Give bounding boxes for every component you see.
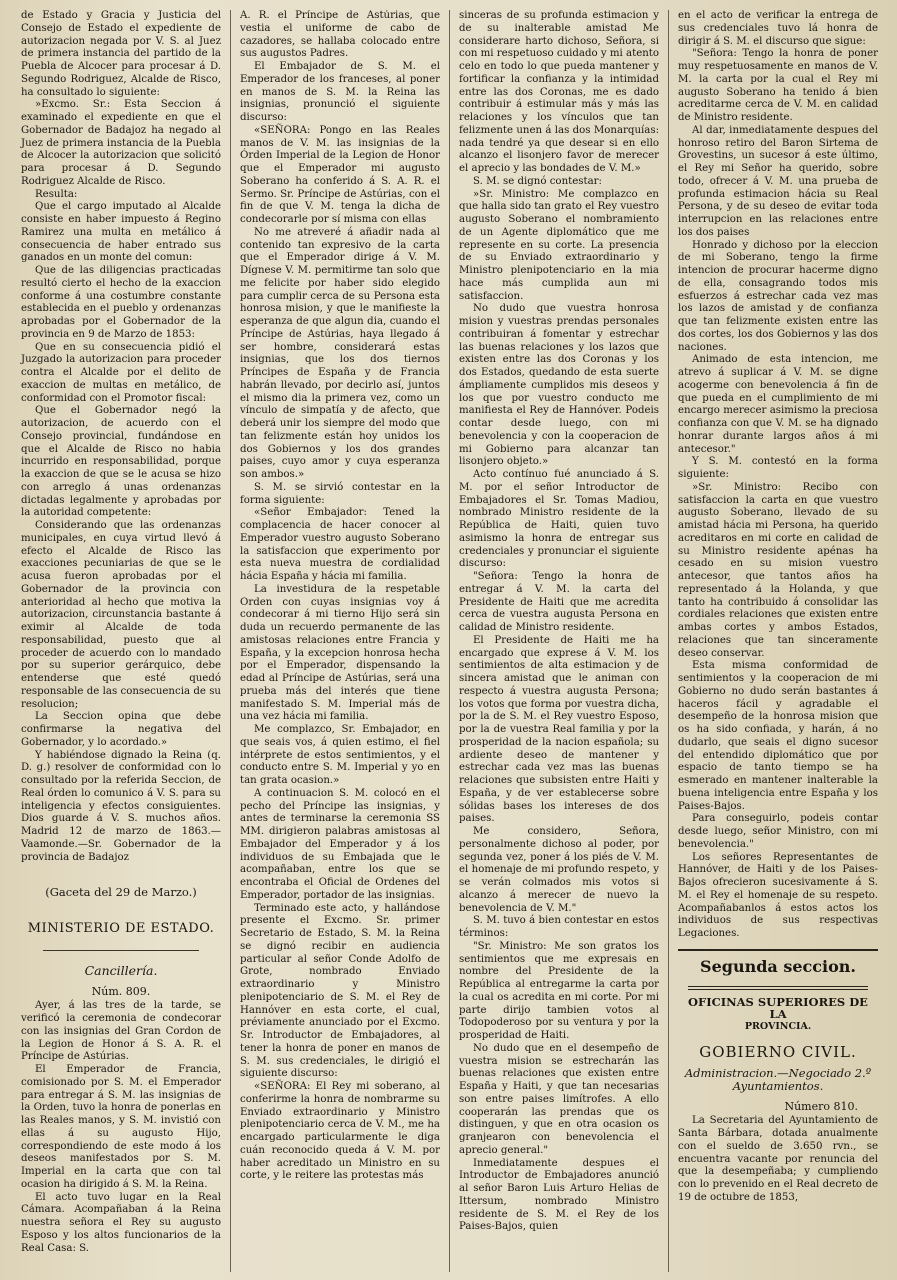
paragraph: S. M. se dignó contestar: [473,175,602,187]
column-4-body-2 [678,1115,878,1204]
paragraph: Los señores Representantes de Hannóver, de Haiti y de los Paises-Bajos ofrecieron sucesivamente á S. M. el Rey el homenaje de su respeto. Acompañabanlos á estos actos los individuos de sus respectivas Legaciones. [678,851,878,939]
paragraph: Y habiéndose dignado la Reina (q. D. g.) resolver de conformidad con lo consultado por la referida Seccion, de Real órden lo comunico á V. S. para su inteligencia y efectos consiguientes. Dios guarde á V. S. muchos años. Madrid 12 de marzo de 1863.—Vaamonde.—Sr. Gobernador de la provincia de Badajoz [21,749,221,863]
paragraph: en el acto de verificar la entrega de sus credenciales tuvo lá honra de dirigir á S. M. el discurso que sigue: [678,10,878,47]
divider-rule [43,950,199,951]
paragraph: «SEÑORA: Pongo en las Reales manos de V. M. las insignias de la Órden Imperial de la Legion de Honor que el Emperador mi augusto Soberano ha conferido á S. A. R. el Sermo. Sr. Príncipe de Astúrias, con el fin de que V. M. tenga la dicha de condecorarle por sí misma con ellas [240,124,440,225]
paragraph: La investidura de la respetable Orden con cuyas insignias voy á condecorar á mi tierno Hijo será sin duda un recuerdo permanente de las amistosas relaciones entre Francia y España, y la excepcion honrosa hecha por el Emperador, dispensando la edad al Príncipe de Astúrias, será una prueba más del interés que tiene manifestado S. M. Imperial más de una vez hácia mi familia. [240,583,440,723]
paragraph: La Secretaria del Ayuntamiento de Santa Bárbara, dotada anualmente con el sueldo de 3.650 rvn., se encuentra vacante por renuncia del que la desempeñaba; y cumpliendo con lo prevenido en el Real decreto de 19 de octubre de 1853, [678,1115,878,1203]
paragraph: S. M. tuvo á bien contestar en estos términos: [459,915,659,939]
paragraph: S. M. se sirvió contestar en la forma siguiente: [240,481,440,506]
paragraph: Que en su consecuencia pidió el Juzgado la autorizacion para proceder contra el Alcalde por el delito de exaccion de multas en metálico, de conformidad con el Promotor fiscal: [21,341,221,404]
paragraph: «Señor Embajador: Tened la complacencia de hacer conocer al Emperador vuestro augusto Soberano la satisfaccion que experimento por esta nueva muestra de cordialidad hácia España y hácia mi familia. [240,507,440,582]
ministerio-heading: MINISTERIO DE ESTADO. [27,921,215,936]
paragraph: Terminado este acto, y hallándose presente el Excmo. Sr. primer Secretario de Estado, S. M. la Reina se dignó recibir en audiencia particular al señor Conde Adolfo de Grote, nombrado Enviado extraordinario y Ministro plenipotenciario de S. M. el Rey de Hannóver en esta corte, el cual, préviamente anunciado por el Excmo. Sr. Introductor de Embajadores, al tener la honra de poner en manos de S. M. sus credenciales, le dirigió el siguiente discurso: [240,902,440,1080]
paragraph: »Sr. Ministro: Recibo con satisfaccion la carta en que vuestro augusto Soberano, llevado de su amistad hácia mi Persona, ha querido acreditaros en mi corte en calidad de su Ministro residente apénas ha cesado en su mision vuestro antecesor, que tantos años ha representado á la Holanda, y que tanto ha contribuido á consolidar las cordiales relaciones que existen entre ambas cortes y ambos Estados, relaciones que tan sinceramente deseo conservar. [678,481,878,659]
paragraph: »Excmo. Sr.: Esta Seccion á examinado el expediente en que el Gobernador de Badajoz ha negado al Juez de primera instancia de la Puebla de Alcocer la autorizacion que solicitó para procesar á D. Segundo Rodriguez Alcalde de Risco. [21,99,221,187]
paragraph: No dudo que en el desempeño de vuestra mision se estrecharán las buenas relaciones que existen entre España y Haiti, y que tan necesarias son entre paises limítrofes. A ello cooperarán las prendas que os distinguen, y que en otra ocasion os granjearon con benevolencia el aprecio general." [459,1042,659,1156]
paragraph: Considerando que las ordenanzas municipales, en cuya virtud llevó á efecto el Alcalde de Risco las exacciones pecuniarias de que se le acusa fueron aprobadas por el Gobernador de la provincia con anterioridad al hecho que motiva la autorizacion, circunstancia bastante á eximir al Alcalde de toda responsabilidad, puesto que al proceder de acuerdo con lo mandado por su superior gerárquico, debe entenderse que esté quedó responsable de las consecuencia de su resolucion; [21,520,221,710]
paragraph: A continuacion S. M. colocó en el pecho del Príncipe las insignias, y antes de terminarse la ceremonia SS MM. dirigieron palabras amistosas al Embajador del Emperador y á los individuos de su Embajada que le acompañaban, entre los que se encontraba el Oficial de Ordenes del Emperador, portador de las insignias. [240,787,440,901]
column-1 [12,10,231,1272]
column-1-body-2 [21,1000,221,1255]
paragraph: Y S. M. contestó en la forma siguiente: [678,456,878,480]
paragraph: El Embajador de S. M. el Emperador de los franceses, al poner en manos de S. M. la Reina las insignias, pronunció el siguiente discurso: [240,61,440,123]
paragraph: A. R. el Príncipe de Astúrias, que vestia el uniforme de cabo de cazadores, se hallaba colocado entre sus augustos Padres. [240,10,440,60]
paragraph: Esta misma conformidad de sentimientos y la cooperacion de mi Gobierno no dudo serán bastantes á haceros fácil y agradable el desempeño de la honrosa mision que os ha sido confiada, y harán, á no dudarlo, que seais el digno sucesor del entendido diplomático que por espacio de tanto tiempo se ha esmerado en mantener inalterable la buena inteligencia entre España y los Paises-Bajos. [678,660,878,812]
paragraph: Me complazco, Sr. Embajador, en que seais vos, á quien estimo, el fiel intérprete de estos sentimientos, y el conducto entre S. M. Imperial y yo en tan grata ocasion.» [240,724,440,786]
double-rule [688,986,868,990]
paragraph: Honrado y dichoso por la eleccion de mi Soberano, tengo la firme intencion de procurar hacerme digno de ella, consagrando todos mis esfuerzos á estrechar cada vez mas los lazos de amistad y de confianza que tan felizmente existen entre las dos cortes, los dos Gobiernos y las dos naciones. [678,239,878,353]
paragraph: La Seccion opina que debe confirmarse la negativa del Gobernador, y lo acordado.» [21,711,221,748]
cancilleria-heading: Cancillería. [84,962,158,978]
column-3-body [459,10,659,1234]
paragraph: Me considero, Señora, personalmente dichoso al poder, por segunda vez, poner á los piés de V. M. el homenaje de mi profundo respeto, y se verán colmados mis votos si alcanzo á merecer de nuevo la benevolencia de V. M." [459,826,659,914]
column-3 [450,10,669,1272]
provincia-heading: PROVINCIA. [744,1021,812,1032]
text-columns [12,10,887,1272]
paragraph: El acto tuvo lugar en la Real Cámara. Acompañaban á la Reina nuestra señora el Rey su augusto Esposo y los altos funcionarios de la Real Casa: S. [21,1191,221,1254]
paragraph: "Señora: Tengo la honra de entregar á V. M. la carta del Presidente de Haiti que me acredita cerca de vuestra augusta Persona en calidad de Ministro residente. [459,571,659,633]
gobierno-civil-heading: GOBIERNO CIVIL. [699,1042,857,1061]
paragraph: No dudo que vuestra honrosa mision y vuestras prendas personales contribuiran á fomentar y estrechar las buenas relaciones y los lazos que existen entre las dos Coronas y los dos Estados, quedando de esta suerte ámpliamente cumplidos mis deseos y los que por vuestro conducto me manifiesta el Rey de Hannóver. Podeis contar desde luego, con mi benevolencia y con la cooperacion de mi Gobierno para alcanzar tan lisonjero objeto.» [459,303,659,468]
paragraph: Resulta: [35,188,78,200]
negociado-heading: Administracion.—Negociado 2.º Ayuntamientos. [684,1065,872,1093]
paragraph: Que el Gobernador negó la autorizacion, de acuerdo con el Consejo provincial, fundándose en que el Alcalde de Risco no habia incurrido en responsabilidad, porque la exaccion de que se le acusa se hizo con arreglo á unas ordenanzas dictadas legalmente y aprobadas por la autoridad competente: [21,405,221,519]
article-number: Número 810. [784,1099,858,1113]
paragraph: El Emperador de Francia, comisionado por S. M. el Emperador para entregar á S. M. las insignias de la Orden, tuvo la honra de ponerlas en las Reales manos, y S. M. invistió con ellas á su augusto Hijo, correspondiendo de este modo á los deseos manifestados por S. M. Imperial en la carta que con tal ocasion ha dirigido á S. M. la Reina. [21,1064,221,1190]
paragraph: Animado de esta intencion, me atrevo á suplicar á V. M. se digne acogerme con benevolencia á fin de que pueda en el cumplimiento de mi encargo merecer asimismo la preciosa confianza con que V. M. se ha dignado honrar durante largos años á mi antecesor." [678,354,878,455]
paragraph: »Sr. Ministro: Me complazco en que halla sido tan grato el Rey vuestro augusto Soberano el nombramiento de un Agente diplomático que me represente en su corte. La presencia de su Enviado extraordinario y Ministro plenipotenciario en la mia hace más cumplida aun mi satisfaccion. [459,188,659,302]
paragraph: sinceras de su profunda estimacion y de su inalterable amistad Me considerare harto dichoso, Señora, si con mi respetuoso cuidado y mi atento celo en todo lo que pueda mantener y fortificar la confianza y la intimidad entre las dos Coronas, me es dado contribuir á estimular más y más las relaciones y los vínculos que tan felizmente unen á las dos Monarquías: nada tendré ya que desear si en ello alcanzo el lisonjero favor de merecer el aprecio y las bondades de V. M.» [459,10,660,174]
paragraph: Acto contínuo fué anunciado á S. M. por el señor Introductor de Embajadores el Sr. Tomas Madiou, nombrado Ministro residente de la República de Haiti, quien tuvo asimismo la honra de entregar sus credenciales y pronunciar el siguiente discurso: [459,469,659,570]
column-2-body [240,10,440,1183]
paragraph: Que de las diligencias practicadas resultó cierto el hecho de la exaccion conforme á una costumbre constante establecida en el pueblo y ordenanzas aprobadas por el Gobernador de la provincia en 9 de Marzo de 1853: [21,265,221,340]
paragraph: Ayer, á las tres de la tarde, se verificó la ceremonia de condecorar con las insignias del Gran Cordon de la Legion de Honor á S. A. R. el Príncipe de Astúrias. [21,1000,221,1063]
paragraph: Que el cargo imputado al Alcalde consiste en haber impuesto á Regino Ramirez una multa en metálico á consecuencia de haber entrado sus ganados en un monte del comun: [21,201,221,264]
segunda-seccion-heading: Segunda seccion. [700,956,856,976]
paragraph: "Sr. Ministro: Me son gratos los sentimientos que me expresais en nombre del Presidente de la República al entregarme la carta por la cual os acredita en mi corte. Por mi parte dirijo tambien votos al Todopoderoso por su ventura y por la prosperidad de Haiti. [459,940,659,1041]
oficinas-heading: OFICINAS SUPERIORES DE LA [688,994,868,1022]
paragraph: «SEÑORA: El Rey mi soberano, al conferirme la honra de nombrarme su Enviado extraordinario y Ministro plenipotenciario cerca de V. M., me ha encargado particularmente le diga cuán reconocido queda á V. M. por haber acreditado un Ministro en su corte, y le reitere las protestas más [240,1081,440,1182]
paragraph: Para conseguirlo, podeis contar desde luego, señor Ministro, con mi benevolencia." [678,813,878,850]
paragraph: No me atreveré á añadir nada al contenido tan expresivo de la carta que el Emperador dirige á V. M. Dígnese V. M. permitirme tan solo que me felicite por haber sido elegido para cumplir cerca de su Persona esta honrosa mision, y que le manifieste la esperanza de que algun dia, cuando el Príncipe de Astúrias, haya llegado á ser hombre, considerará estas insignias, que los dos tiernos Príncipes de España y de Francia habrán llevado, por decirlo así, juntos el mismo dia la primera vez, como un vínculo de simpatía y de afecto, que deberá unir los siempre del modo que tan felizmente están hoy unidos los dos Gobiernos y los dos grandes paises, cuyo amor y cuya esperanza son ambos.» [240,226,440,480]
paragraph: de Estado y Gracia y Justicia del Consejo de Estado el expediente de autorizacion negada por V. S. al Juez de primera instancia del partido de la Puebla de Alcocer para procesar á D. Segundo Rodriguez, Alcalde de Risco, ha consultado lo siguiente: [21,10,221,98]
column-4 [669,10,887,1272]
paragraph: "Señora: Tengo la honra de poner muy respetuosamente en manos de V. M. la carta por la cual el Rey mi augusto Soberano ha tenido á bien acreditarme cerca de V. M. en calidad de Ministro residente. [678,48,878,123]
article-number: Núm. 809. [91,984,151,998]
paragraph: Al dar, inmediatamente despues del honroso retiro del Baron Sirtema de Grovestins, un sucesor á este último, el Rey mi Señor ha querido, sobre todo, ofrecer á V. M. una prueba de profunda estimacion hácia su Real Persona, y de su deseo de evitar toda interrupcion en las relaciones entre los dos paises [678,124,878,238]
section-rule [678,949,878,951]
gaceta-date-heading: (Gaceta del 29 de Marzo.) [45,885,197,900]
column-4-body [678,10,878,941]
paragraph: El Presidente de Haiti me ha encargado que exprese á V. M. los sentimientos de alta estimacion y de sincera amistad que le animan con respecto á vuestra augusta Persona; los votos que forma por vuestra dicha, por la de S. M. el Rey vuestro Esposo, por la de vuestra Real familia y por la prosperidad de la nacion española; su ardiente deseo de mantener y estrechar cada vez mas las buenas relaciones que subsisten entre Haiti y España, y de ver establecerse sobre sólidas bases los intereses de dos paises. [459,634,659,825]
column-1-body [21,10,221,864]
paragraph: Inmediatamente despues el Introductor de Embajadores anunció al señor Baron Luis Arturo Helias de Ittersum, nombrado Ministro residente de S. M. el Rey de los Paises-Bajos, quien [459,1157,659,1233]
column-2 [231,10,450,1272]
